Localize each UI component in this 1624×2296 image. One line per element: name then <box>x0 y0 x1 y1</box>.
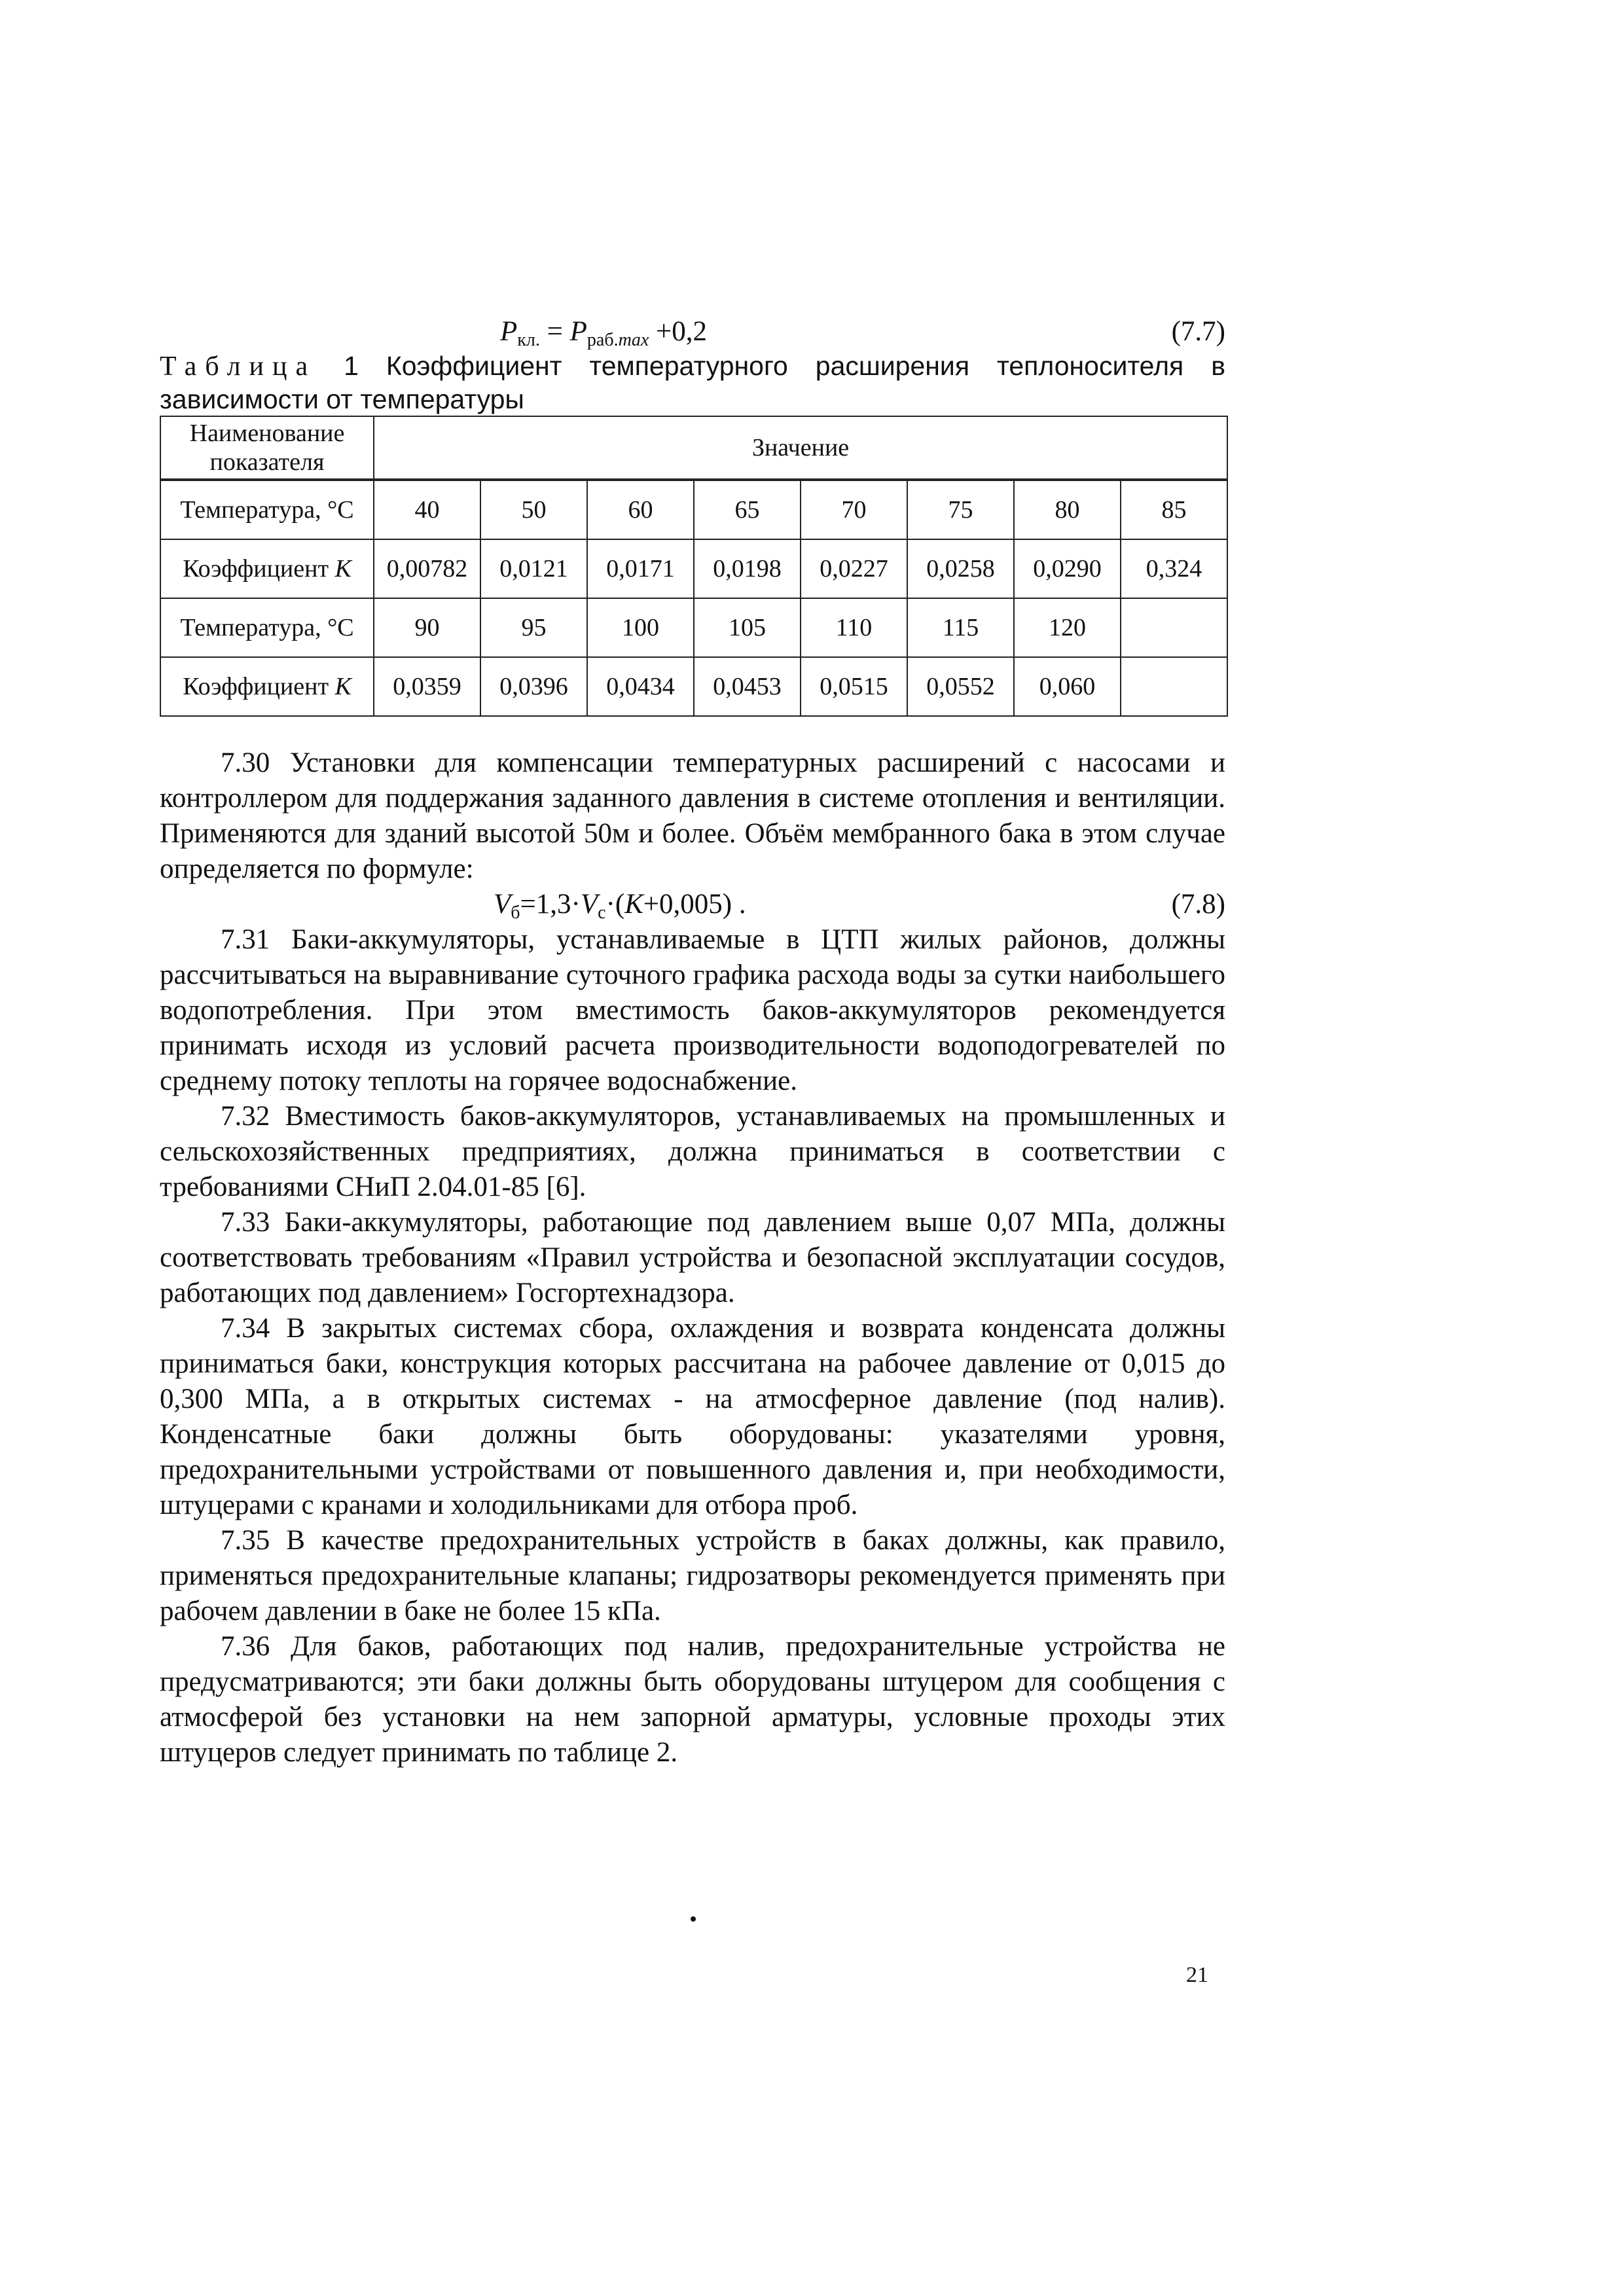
coefficient-table <box>160 416 1228 717</box>
header-value-cell: Значение <box>374 416 1227 480</box>
paragraph-7-34: 7.34 В закрытых системах сбора, охлаждения и возврата конденсата должны приниматься баки, конструкция которых рассчитана на рабочее давление от 0,015 до 0,300 МПа, а в открытых системах - на атмосферное давление (под налив). Конденсатные баки должны быть оборудованы: указателями уровня, предохранительными устройствами от повышенного давления и, при необходимости, штуцерами с кранами и холодильниками для отбора проб. <box>160 1313 1225 1520</box>
table-cell: 110 <box>801 598 907 657</box>
header-name-cell: Наименование показателя <box>160 416 374 480</box>
table-cell: 100 <box>587 598 694 657</box>
table-cell: 0,060 <box>1014 657 1121 716</box>
table-cell: 40 <box>374 480 480 539</box>
table-cell: 80 <box>1014 480 1121 539</box>
table-cell: 75 <box>907 480 1014 539</box>
table-cell: 0,0227 <box>801 539 907 598</box>
table-row <box>160 539 1227 598</box>
table-cell: 0,0434 <box>587 657 694 716</box>
table-row <box>160 598 1227 657</box>
table-cell: 60 <box>587 480 694 539</box>
table-cell: 115 <box>907 598 1014 657</box>
row-label: Температура, °С <box>160 480 374 539</box>
table-cell: 0,0396 <box>480 657 587 716</box>
table-cell: 0,0359 <box>374 657 480 716</box>
formula-7-7-expression: $P_{кл.} = P_{раб.}\max +0,2$ <box>500 316 708 350</box>
table-caption-text: 1 Коэффициент температурного расширения теплоносителя в зависимости от температуры <box>160 351 1225 414</box>
row-label: Температура, °С <box>160 598 374 657</box>
table-cell: 70 <box>801 480 907 539</box>
row-label: Коэффициент К <box>160 539 374 598</box>
paragraph-7-32: 7.32 Вместимость баков-аккумуляторов, устанавливаемых на промышленных и сельскохозяйственных предприятиях, должна приниматься в соответствии с требованиями СНиП 2.04.01-85 [6]. <box>160 1101 1225 1202</box>
table-cell: 0,0290 <box>1014 539 1121 598</box>
table-cell: 0,324 <box>1121 539 1227 598</box>
table-cell: 0,0258 <box>907 539 1014 598</box>
table-cell: 65 <box>694 480 801 539</box>
table-cell: 95 <box>480 598 587 657</box>
paragraph-7-33: 7.33 Баки-аккумуляторы, работающие под давлением выше 0,07 МПа, должны соответствовать требованиям «Правил устройства и безопасной эксплуатации сосудов, работающих под давлением» Госгортехнадзора. <box>160 1207 1225 1308</box>
table-row <box>160 657 1227 716</box>
formula-7-7-number: (7.7) <box>1171 316 1225 347</box>
paragraph-7-30: 7.30 Установки для компенсации температурных расширений с насосами и контроллером для поддержания заданного давления в системе отопления и вентиляции. Применяются для зданий высотой 50м и более. Объём мембранного бака в этом случае определяется по формуле: <box>160 747 1225 884</box>
table-cell <box>1121 598 1227 657</box>
table-cell: 0,0453 <box>694 657 801 716</box>
table-cell: 90 <box>374 598 480 657</box>
table-cell: 0,0121 <box>480 539 587 598</box>
paragraph-7-36: 7.36 Для баков, работающих под налив, предохранительные устройства не предусматриваются; эти баки должны быть оборудованы штуцером для сообщения с атмосферой без установки на нем запорной арматуры, условные проходы этих штуцеров следует принимать по таблице 2. <box>160 1631 1225 1768</box>
paragraph-7-35: 7.35 В качестве предохранительных устройств в баках должны, как правило, применяться предохранительные клапаны; гидрозатворы рекомендуется применять при рабочем давлении в баке не более 15 кПа. <box>160 1525 1225 1626</box>
table-cell: 105 <box>694 598 801 657</box>
table-cell: 0,0515 <box>801 657 907 716</box>
table-row <box>160 480 1227 539</box>
table-caption-label: Таблица <box>160 351 317 382</box>
formula-7-7 <box>160 314 1225 350</box>
page-number: 21 <box>1186 1963 1208 1987</box>
table-cell: 85 <box>1121 480 1227 539</box>
table-cell: 50 <box>480 480 587 539</box>
table-cell <box>1121 657 1227 716</box>
table-cell: 0,0171 <box>587 539 694 598</box>
table-cell: 120 <box>1014 598 1121 657</box>
page-content <box>160 314 1225 1770</box>
table-caption <box>160 350 1225 416</box>
paragraph-7-31: 7.31 Баки-аккумуляторы, устанавливаемые в ЦТП жилых районов, должны рассчитываться на выравнивание суточного графика расхода воды за сутки наибольшего водопотребления. При этом вместимость баков-аккумуляторов рекомендуется принимать исходя из условий расчета производительности водоподогревателей по среднему потоку теплоты на горячее водоснабжение. <box>160 924 1225 1096</box>
formula-7-8-number: (7.8) <box>1171 889 1225 920</box>
formula-7-8 <box>160 887 1225 922</box>
row-label: Коэффициент К <box>160 657 374 716</box>
formula-7-8-expression: $V_б=1,3\cdot V_с\cdot(К+0,005)$ . <box>494 889 746 923</box>
table-header-row <box>160 416 1227 480</box>
table-cell: 0,0198 <box>694 539 801 598</box>
stray-dot <box>691 1916 696 1922</box>
table-cell: 0,0552 <box>907 657 1014 716</box>
table-cell: 0,00782 <box>374 539 480 598</box>
